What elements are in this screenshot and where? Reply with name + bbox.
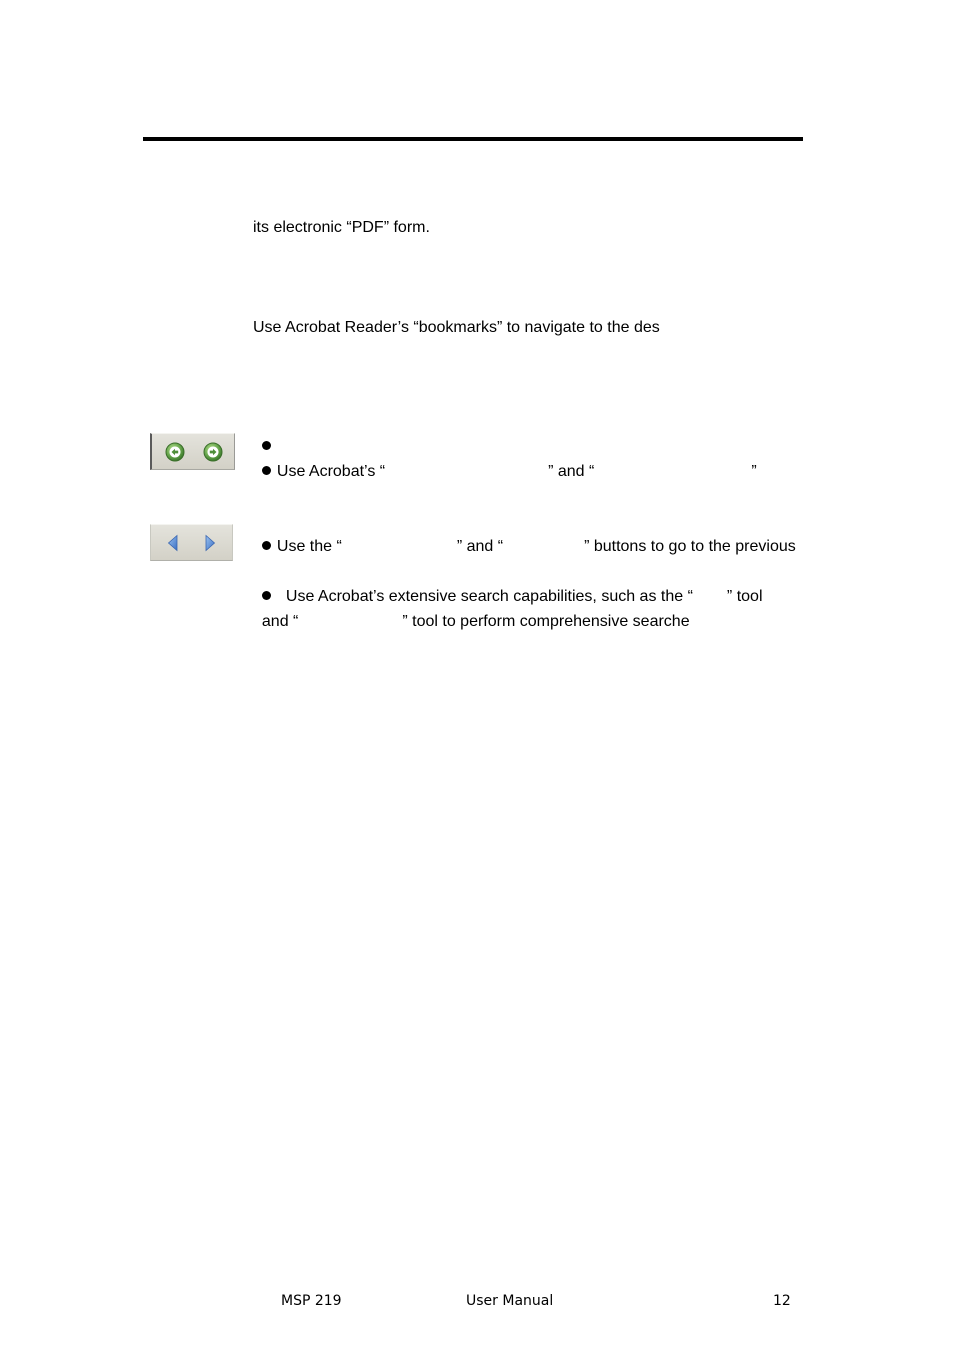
acrobat-view-navigation-toolbar — [150, 433, 235, 470]
footer-model: MSP 219 — [281, 1293, 342, 1309]
bullet-text: and “ — [261, 613, 299, 630]
bullet-use-search-continued — [253, 592, 690, 632]
circle-forward-arrow-icon[interactable] — [202, 442, 224, 462]
bullet-text: ” and “ — [456, 538, 504, 555]
bullet-dot — [262, 466, 271, 475]
footer-page-number: 12 — [773, 1293, 791, 1309]
bullet-text: ” tool — [726, 588, 763, 605]
bullet-text: ” — [751, 463, 757, 480]
paragraph-line: its electronic “PDF” form. — [253, 219, 430, 236]
bullet-text: Use Acrobat’s “ — [276, 463, 386, 480]
triangle-previous-icon[interactable] — [166, 534, 180, 552]
paragraph-line: Use Acrobat Reader’s “bookmarks” to navigate to the des — [253, 319, 660, 336]
acrobat-page-navigation-toolbar — [150, 524, 233, 561]
bullet-text: Use Acrobat’s extensive search capabilities, such as the “ — [285, 588, 693, 605]
bullet-text: Use the “ — [276, 538, 342, 555]
bullet-text: ” and “ — [548, 463, 595, 480]
footer-title: User Manual — [466, 1293, 554, 1309]
header-rule — [143, 137, 803, 141]
bullet-use-page-buttons — [253, 517, 796, 557]
triangle-next-icon[interactable] — [203, 534, 217, 552]
bullet-dot — [262, 541, 271, 550]
bullet-text: ” tool to perform comprehensive searche — [402, 613, 690, 630]
bullet-use-acrobat-view — [253, 442, 757, 482]
circle-back-arrow-icon[interactable] — [164, 442, 186, 462]
bullet-text: ” buttons to go to the previous — [584, 538, 796, 555]
